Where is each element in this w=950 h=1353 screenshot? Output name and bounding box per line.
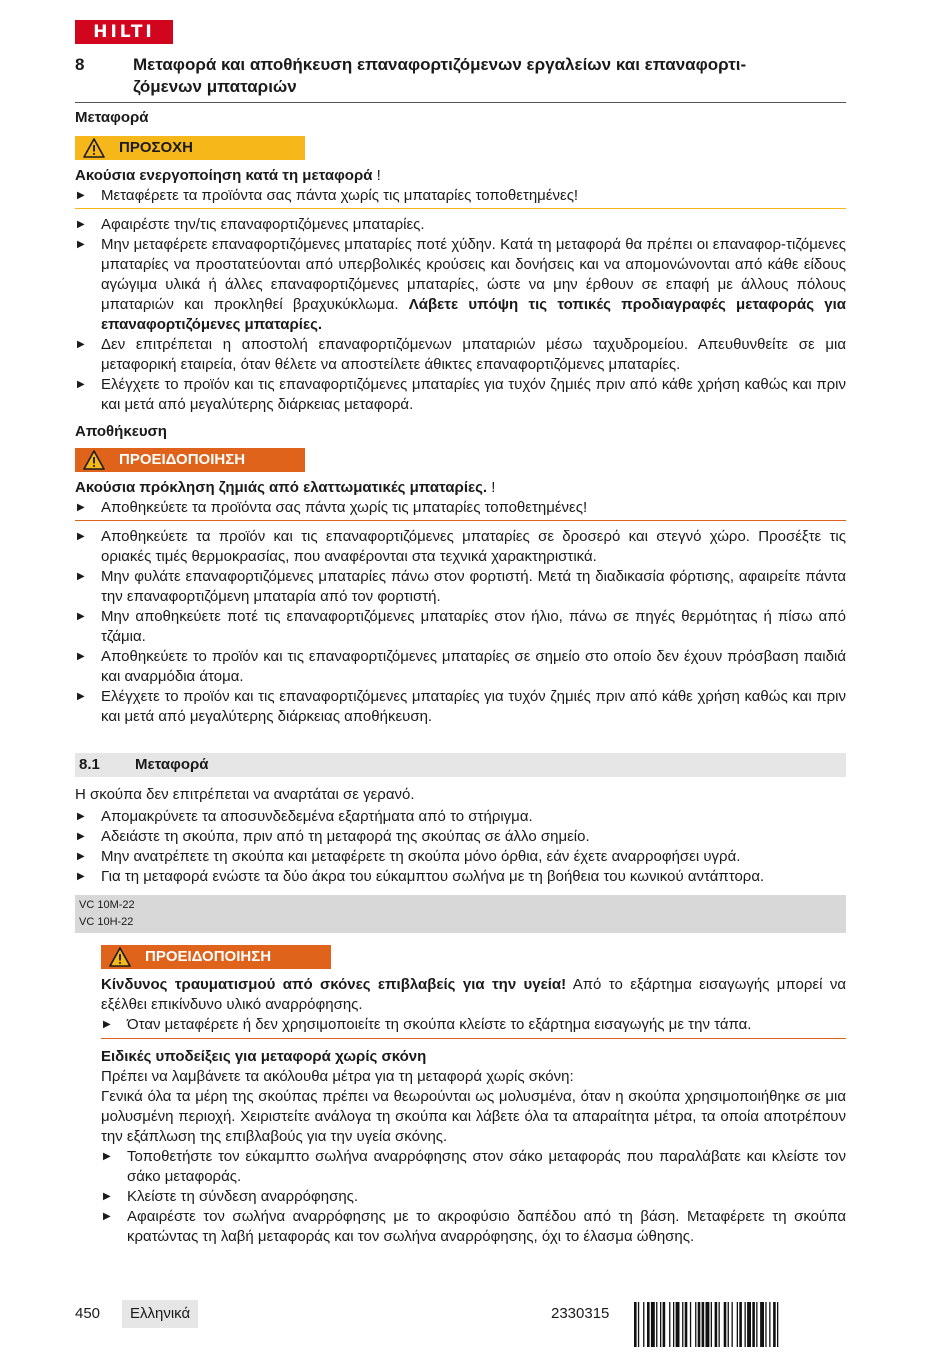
model-applicability-bar — [75, 895, 846, 933]
warning-banner — [75, 448, 305, 472]
barcode-bar — [752, 1302, 755, 1347]
bullet-icon: ▶ — [77, 831, 85, 842]
warning-item-text: Όταν μεταφέρετε ή δεν χρησιμοποιείτε τη σκούπα κλείστε το εξάρτημα εισαγωγής με την τάπα. — [127, 1016, 752, 1033]
section-title: Μεταφορά — [135, 756, 209, 773]
bullet-icon: ▶ — [77, 239, 85, 250]
transport-heading: Μεταφορά — [75, 109, 149, 126]
list-item-text: Κλείστε τη σύνδεση αναρρόφησης. — [127, 1188, 359, 1205]
barcode-bar — [685, 1302, 688, 1347]
caution-item-text: Μεταφέρετε τα προϊόντα σας πάντα χωρίς τις μπαταρίες τοποθετημένες! — [101, 187, 579, 204]
list-item — [75, 607, 846, 647]
bullet-icon: ▶ — [77, 611, 85, 622]
page-number: 450 — [75, 1305, 101, 1322]
barcode-bar — [660, 1302, 661, 1347]
model-name: VC 10H-22 — [79, 916, 134, 928]
list-item-text-bold: Λάβετε υπόψη τις τοπικές προδιαγραφές μεταφοράς για επαναφορτιζόμενες μπαταρίες. — [101, 296, 847, 333]
barcode-bar — [638, 1302, 639, 1347]
barcode-bar — [706, 1302, 710, 1347]
list-item-text: Μην φυλάτε επαναφορτιζόμενες μπαταρίες πάνω στον φορτιστή. Μετά τη διαδικασία φόρτισης, αφαιρείτε πάντα την επαναφορτιζόμενη μπαταρία από τον φορτιστή. — [101, 568, 846, 605]
barcode-bar — [663, 1302, 666, 1347]
warning-triangle-icon — [83, 138, 105, 158]
bullet-icon: ▶ — [77, 502, 85, 513]
list-item-text: Δεν επιτρέπεται η αποστολή επαναφορτιζόμενων μπαταριών μέσω ταχυδρομείου. Απευθυνθείτε σε μια μεταφορική εταιρεία, όταν θέλετε να αποστείλετε άθικτες επαναφορτιζόμενες μπαταρίες. — [101, 336, 846, 373]
model-name: VC 10M-22 — [79, 899, 135, 911]
barcode-bar — [676, 1302, 680, 1347]
list-item — [75, 375, 846, 415]
barcode-bar — [695, 1302, 696, 1347]
hilti-logo — [75, 20, 173, 44]
language-label: Ελληνικά — [122, 1300, 198, 1328]
barcode-bar — [728, 1302, 729, 1347]
section-number: 8.1 — [79, 756, 100, 773]
list-item-text: Αφαιρέστε την/τις επαναφορτιζόμενες μπαταρίες. — [101, 216, 425, 233]
list-item-text: Ελέγχετε το προϊόν και τις επαναφορτιζόμενες μπαταρίες για τυχόν ζημιές πριν από κάθε χρήση καθώς και πριν και μετά από μεγαλύτερης διάρκειας μεταφορά. — [101, 376, 846, 413]
caution-banner — [75, 136, 305, 160]
bullet-icon: ▶ — [103, 1191, 111, 1202]
bullet-icon: ▶ — [77, 871, 85, 882]
bullet-icon: ▶ — [103, 1211, 111, 1222]
warning-title: Ακούσια πρόκληση ζημιάς από ελαττωματικές μπαταρίες. — [75, 479, 488, 496]
bullet-icon: ▶ — [77, 851, 85, 862]
storage-heading: Αποθήκευση — [75, 423, 167, 440]
caution-title-line — [75, 166, 846, 186]
barcode-bar — [745, 1302, 746, 1347]
list-item-text: Αποθηκεύετε τα προϊόν και τις επαναφορτιζόμενες μπαταρίες σε δροσερό και στεγνό χώρο. Προσέξτε τις οριακές τιμές θερμοκρασίας, που αναφέρονται στα τεχνικά χαρακτηριστικά. — [101, 528, 846, 565]
bullet-icon: ▶ — [103, 1019, 111, 1030]
chapter-title-line2: ζόμενων μπαταριών — [133, 77, 297, 96]
warning-suffix: ! — [487, 479, 496, 496]
warning-title-line — [75, 478, 846, 498]
barcode-bar — [777, 1302, 778, 1347]
barcode-bar — [682, 1302, 683, 1347]
list-item — [75, 827, 846, 847]
chapter-title — [133, 54, 846, 98]
list-item-text: Απομακρύνετε τα αποσυνδεδεμένα εξαρτήματα από το στήριγμα. — [101, 808, 533, 825]
bullet-icon: ▶ — [77, 219, 85, 230]
caution-suffix: ! — [372, 167, 381, 184]
page-footer — [75, 1300, 846, 1328]
chapter-number: 8 — [75, 55, 85, 74]
barcode-bar — [647, 1302, 650, 1347]
section-warning — [101, 945, 846, 1247]
list-item-text-plain: Μην μεταφέρετε επαναφορτιζόμενες μπαταρίες ποτέ χύδην. Κατά τη μεταφορά θα πρέπει οι επαναφορ-τιζόμενες μπαταρίες να προστατεύονται από υπερβολικές κρούσεις και δονήσεις και να απομονώνονται από κάθε είδους αγώγιμα υλικά ή άλλες επαναφορτιζόμενες μπαταρίες, ώστε να μην έρθουν σε επαφή με άλλους πόλους μπαταριών και προκληθεί βραχυκύκλωμα. — [101, 236, 846, 313]
bullet-icon: ▶ — [77, 339, 85, 350]
warning-triangle-icon — [109, 947, 131, 967]
barcode-icon — [634, 1302, 846, 1347]
barcode-bar — [739, 1302, 742, 1347]
section-8-1 — [75, 753, 846, 1247]
barcode-bar — [656, 1302, 657, 1347]
warning-item-text: Αποθηκεύετε τα προϊόντα σας πάντα χωρίς τις μπαταρίες τοποθετημένες! — [101, 499, 588, 516]
bullet-icon: ▶ — [77, 190, 85, 201]
barcode-bar — [773, 1302, 776, 1347]
chapter-heading — [75, 54, 846, 103]
barcode-bar — [651, 1302, 655, 1347]
warning-title: Κίνδυνος τραυματισμού από σκόνες επιβλαβείς για την υγεία! — [101, 976, 567, 993]
brand-name: HILTI — [93, 22, 155, 42]
warning-paragraph — [101, 975, 846, 1015]
bullet-icon: ▶ — [103, 1151, 111, 1162]
list-item — [101, 1187, 846, 1207]
list-item — [101, 1207, 846, 1247]
warning-text: Από το εξάρτημα εισαγωγής μπορεί να εξέλθει επικίνδυνο υλικό αναρρόφησης. — [101, 976, 846, 1013]
barcode-bar — [698, 1302, 701, 1347]
barcode-bar — [765, 1302, 766, 1347]
dustfree-paragraph: Γενικά όλα τα μέρη της σκούπας πρέπει να θεωρούνται ως μολυσμένα, όταν η σκούπα χρησιμοποιήθηκε σε μια μολυσμένη περιοχή. Χειριστείτε ανάλογα τη σκούπα και λάβετε όλα τα απαραίτητα μέτρα, τα οποία αποτρέπουν την εξάπλωση της επιβλαβούς για την υγεία σκόνης. — [101, 1088, 846, 1145]
warning-item — [101, 1015, 846, 1039]
chapter-title-line1: Μεταφορά και αποθήκευση επαναφορτιζόμενων εργαλείων και επαναφορτι- — [133, 55, 747, 74]
list-item — [75, 527, 846, 567]
warning-banner — [101, 945, 331, 969]
barcode-bar — [702, 1302, 705, 1347]
caution-title: Ακούσια ενεργοποίηση κατά τη μεταφορά — [75, 167, 373, 184]
list-item — [75, 235, 846, 335]
list-item-text: Τοποθετήστε τον εύκαμπτο σωλήνα αναρρόφησης στον σάκο μεταφοράς που παραλάβατε και κλείστε τον σάκο μεταφοράς. — [127, 1148, 846, 1185]
list-item-text: Για τη μεταφορά ενώστε τα δύο άκρα του εύκαμπτου σωλήνα με τη βοήθεια του κωνικού αντάπτορα. — [101, 868, 765, 885]
dustfree-heading: Ειδικές υποδείξεις για μεταφορά χωρίς σκόνη — [101, 1048, 427, 1065]
list-item-text: Μην ανατρέπετε τη σκούπα και μεταφέρετε τη σκούπα μόνο όρθια, εάν έχετε αναρροφήσει υγρά. — [101, 848, 741, 865]
list-item-text: Αδειάστε τη σκούπα, πριν από τη μεταφορά της σκούπας σε άλλο σημείο. — [101, 828, 590, 845]
barcode-bar — [769, 1302, 770, 1347]
storage-section — [75, 422, 846, 727]
caution-item — [75, 186, 846, 209]
barcode-bar — [737, 1302, 738, 1347]
bullet-icon: ▶ — [77, 531, 85, 542]
barcode-bar — [756, 1302, 757, 1347]
section-heading — [75, 753, 846, 777]
barcode-bar — [760, 1302, 764, 1347]
list-item — [75, 567, 846, 607]
list-item-text: Ελέγχετε το προϊόν και τις επαναφορτιζόμενες μπαταρίες για τυχόν ζημιές πριν από κάθε χρήση καθώς και πριν και μετά από μεγαλύτερης διάρκειας αποθήκευση. — [101, 688, 846, 725]
barcode-bar — [711, 1302, 712, 1347]
barcode-bar — [724, 1302, 727, 1347]
transport-section — [75, 108, 846, 415]
barcode-bar — [732, 1302, 733, 1347]
list-item — [75, 847, 846, 867]
barcode-bar — [634, 1302, 637, 1347]
list-item-text: Αποθηκεύετε το προϊόν και τις επαναφορτιζόμενες μπαταρίες σε σημείο στο οποίο δεν έχουν πρόσβαση παιδιά και αναρμόδια άτομα. — [101, 648, 846, 685]
bullet-icon: ▶ — [77, 691, 85, 702]
list-item — [75, 647, 846, 687]
warning-label: ΠΡΟΕΙΔΟΠΟΙΗΣΗ — [119, 451, 246, 468]
list-item — [101, 1147, 846, 1187]
barcode-bar — [719, 1302, 720, 1347]
document-code: 2330315 — [551, 1305, 610, 1322]
bullet-icon: ▶ — [77, 651, 85, 662]
barcode-bar — [669, 1302, 670, 1347]
list-item-text: Αφαιρέστε τον σωλήνα αναρρόφησης με το ακροφύσιο δαπέδου από τη βάση. Μεταφέρετε τη σκούπα κρατώντας τη λαβή μεταφοράς και τον σωλήνα αναρρόφησης, όχι το έλασμα ώθησης. — [127, 1208, 846, 1245]
caution-label: ΠΡΟΣΟΧΗ — [119, 139, 194, 156]
bullet-icon: ▶ — [77, 811, 85, 822]
list-item — [75, 807, 846, 827]
list-item — [75, 335, 846, 375]
dustfree-paragraph: Πρέπει να λαμβάνετε τα ακόλουθα μέτρα για τη μεταφορά χωρίς σκόνη: — [101, 1068, 574, 1085]
barcode-bar — [673, 1302, 674, 1347]
bullet-icon: ▶ — [77, 379, 85, 390]
barcode-bar — [690, 1302, 691, 1347]
barcode-bar — [715, 1302, 718, 1347]
barcode-bar — [643, 1302, 644, 1347]
warning-label: ΠΡΟΕΙΔΟΠΟΙΗΣΗ — [145, 948, 272, 965]
bullet-icon: ▶ — [77, 571, 85, 582]
list-item — [75, 687, 846, 727]
warning-item — [75, 498, 846, 521]
section-intro: Η σκούπα δεν επιτρέπεται να αναρτάται σε γερανό. — [75, 786, 415, 803]
list-item — [75, 215, 846, 235]
list-item — [75, 867, 846, 887]
list-item-text — [101, 235, 846, 335]
barcode-bar — [747, 1302, 751, 1347]
warning-triangle-icon — [83, 450, 105, 470]
list-item-text: Μην αποθηκεύετε ποτέ τις επαναφορτιζόμενες μπαταρίες στον ήλιο, πάνω σε πηγές θερμότητας ή πίσω από τζάμια. — [101, 608, 846, 645]
